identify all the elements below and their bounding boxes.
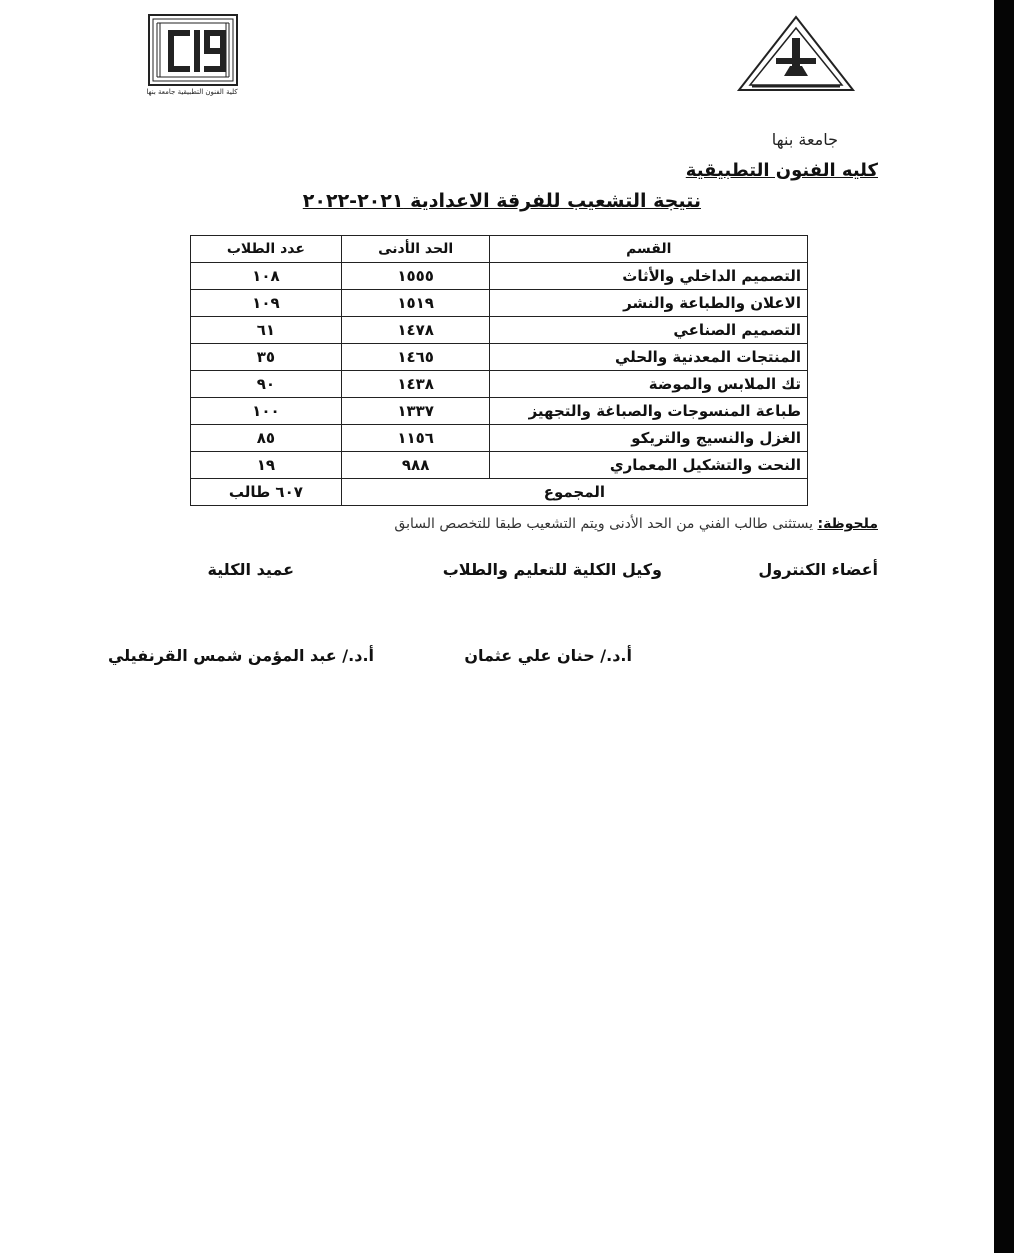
count-cell: ٣٥	[191, 344, 342, 371]
table-header-row	[191, 236, 808, 263]
department-cell: طباعة المنسوجات والصباغة والتجهيز	[490, 398, 808, 425]
note-text: يستثنى طالب الفني من الحد الأدنى ويتم التشعيب طبقا للتخصص السابق	[394, 516, 818, 532]
signature-role-control: أعضاء الكنترول	[758, 560, 878, 579]
results-table	[190, 235, 808, 506]
count-cell: ١٩	[191, 452, 342, 479]
total-label: المجموع	[341, 479, 807, 506]
table-row	[191, 398, 808, 425]
faculty-name: كليه الفنون التطبيقية	[685, 160, 878, 181]
table-row	[191, 263, 808, 290]
university-logo	[736, 14, 856, 96]
department-cell: التصميم الداخلي والأثاث	[490, 263, 808, 290]
table-row	[191, 371, 808, 398]
column-header-minimum: الحد الأدنى	[341, 236, 490, 263]
minimum-cell: ٩٨٨	[341, 452, 490, 479]
department-cell: التصميم الصناعي	[490, 317, 808, 344]
department-cell: النحت والتشكيل المعماري	[490, 452, 808, 479]
faculty-logo-caption: كلية الفنون التطبيقية جامعة بنها	[146, 88, 238, 96]
minimum-cell: ١٥١٩	[341, 290, 490, 317]
minimum-cell: ١٤٦٥	[341, 344, 490, 371]
document-title: نتيجة التشعيب للفرقة الاعدادية ٢٠٢١-٢٠٢٢	[302, 190, 701, 212]
table-row	[191, 344, 808, 371]
table-row	[191, 290, 808, 317]
minimum-cell: ١٥٥٥	[341, 263, 490, 290]
signature-name-vice-dean: أ.د./ حنان علي عثمان	[464, 646, 632, 665]
signature-role-dean: عميد الكلية	[207, 560, 294, 579]
faculty-logo	[148, 14, 238, 114]
column-header-department: القسم	[490, 236, 808, 263]
department-cell: الاعلان والطباعة والنشر	[490, 290, 808, 317]
minimum-cell: ١١٥٦	[341, 425, 490, 452]
count-cell: ١٠٩	[191, 290, 342, 317]
signature-name-dean: أ.د./ عبد المؤمن شمس القرنفيلي	[107, 646, 374, 665]
count-cell: ٦١	[191, 317, 342, 344]
count-cell: ١٠٨	[191, 263, 342, 290]
minimum-cell: ١٤٣٨	[341, 371, 490, 398]
table-row	[191, 425, 808, 452]
right-edge-bar	[994, 0, 1014, 1253]
department-cell: المنتجات المعدنية والحلي	[490, 344, 808, 371]
table-row	[191, 452, 808, 479]
total-value: ٦٠٧ طالب	[191, 479, 342, 506]
count-cell: ١٠٠	[191, 398, 342, 425]
department-cell: الغزل والنسيج والتريكو	[490, 425, 808, 452]
count-cell: ٩٠	[191, 371, 342, 398]
minimum-cell: ١٤٧٨	[341, 317, 490, 344]
note	[394, 516, 878, 532]
signature-role-vice-dean: وكيل الكلية للتعليم والطلاب	[442, 560, 662, 579]
university-name: جامعة بنها	[771, 130, 838, 149]
table-row	[191, 317, 808, 344]
note-label: ملحوظة:	[817, 516, 878, 532]
column-header-student-count: عدد الطلاب	[191, 236, 342, 263]
table-total-row	[191, 479, 808, 506]
minimum-cell: ١٣٣٧	[341, 398, 490, 425]
department-cell: تك الملابس والموضة	[490, 371, 808, 398]
count-cell: ٨٥	[191, 425, 342, 452]
